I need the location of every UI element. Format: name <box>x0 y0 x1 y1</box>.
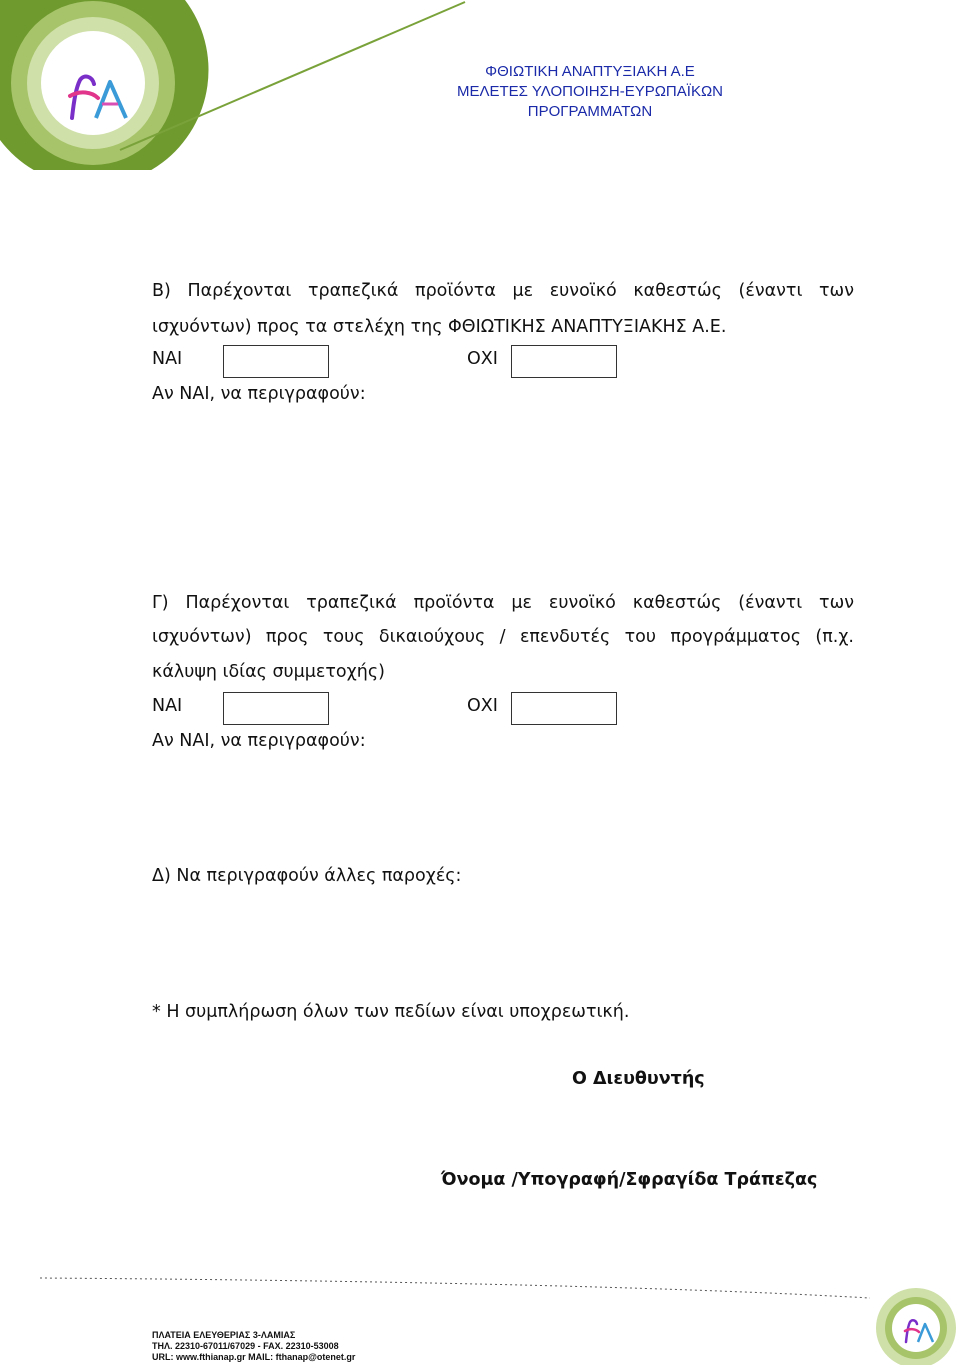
section-b-line1: Β) Παρέχονται τραπεζικά προϊόντα με ευνοϊκό καθεστώς (έναντι των <box>152 281 854 301</box>
company-tagline: ΜΕΛΕΤΕΣ ΥΛΟΠΟΙΗΣΗ-ΕΥΡΩΠΑΪΚΩΝ ΠΡΟΓΡΑΜΜΑΤΩΝ <box>456 83 723 120</box>
director-label: Ο Διευθυντής <box>572 1069 705 1089</box>
section-d-label: Δ) Να περιγραφούν άλλες παροχές: <box>152 866 462 886</box>
footer-divider <box>40 1276 880 1300</box>
footer-web: URL: www.fthianap.gr MAIL: fthanap@otenet.gr <box>152 1352 356 1362</box>
section-b-yes-label: ΝΑΙ <box>152 349 183 369</box>
signature-label: Όνομα /Υπογραφή/Σφραγίδα Τράπεζας <box>441 1170 818 1190</box>
company-header <box>400 62 780 122</box>
section-c-describe-label: Αν ΝΑΙ, να περιγραφούν: <box>152 731 366 751</box>
section-c-yes-checkbox[interactable] <box>223 692 329 725</box>
section-b-yes-checkbox[interactable] <box>223 345 329 378</box>
mandatory-note: * Η συμπλήρωση όλων των πεδίων είναι υποχρεωτική. <box>152 1002 630 1022</box>
section-c-line1: Γ) Παρέχονται τραπεζικά προϊόντα με ευνοϊκό καθεστώς (έναντι των <box>152 593 854 613</box>
section-b-no-checkbox[interactable] <box>511 345 617 378</box>
section-c-line2: ισχυόντων) προς τους δικαιούχους / επενδυτές του προγράμματος (π.χ. <box>152 627 854 647</box>
footer-logo <box>868 1286 956 1365</box>
section-c-no-label: ΟΧΙ <box>467 696 498 716</box>
section-c-no-checkbox[interactable] <box>511 692 617 725</box>
footer-phone: ΤΗΛ. 22310-67011/67029 - FAX. 22310-53008 <box>152 1341 339 1351</box>
section-b-line2: ισχυόντων) προς τα στελέχη της ΦΘΙΩΤΙΚΗΣ ΑΝΑΠΤΥΞΙΑΚΗΣ Α.Ε. <box>152 317 727 337</box>
section-c-yes-label: ΝΑΙ <box>152 696 183 716</box>
section-b-describe-label: Αν ΝΑΙ, να περιγραφούν: <box>152 384 366 404</box>
company-name: ΦΘΙΩΤΙΚΗ ΑΝΑΠΤΥΞΙΑΚΗ Α.Ε <box>485 63 695 80</box>
footer-contact <box>152 1330 355 1363</box>
footer-address: ΠΛΑΤΕΙΑ ΕΛΕΥΘΕΡΙΑΣ 3-ΛΑΜΙΑΣ <box>152 1330 296 1340</box>
section-c-line3: κάλυψη ιδίας συμμετοχής) <box>152 662 385 682</box>
section-b-no-label: ΟΧΙ <box>467 349 498 369</box>
